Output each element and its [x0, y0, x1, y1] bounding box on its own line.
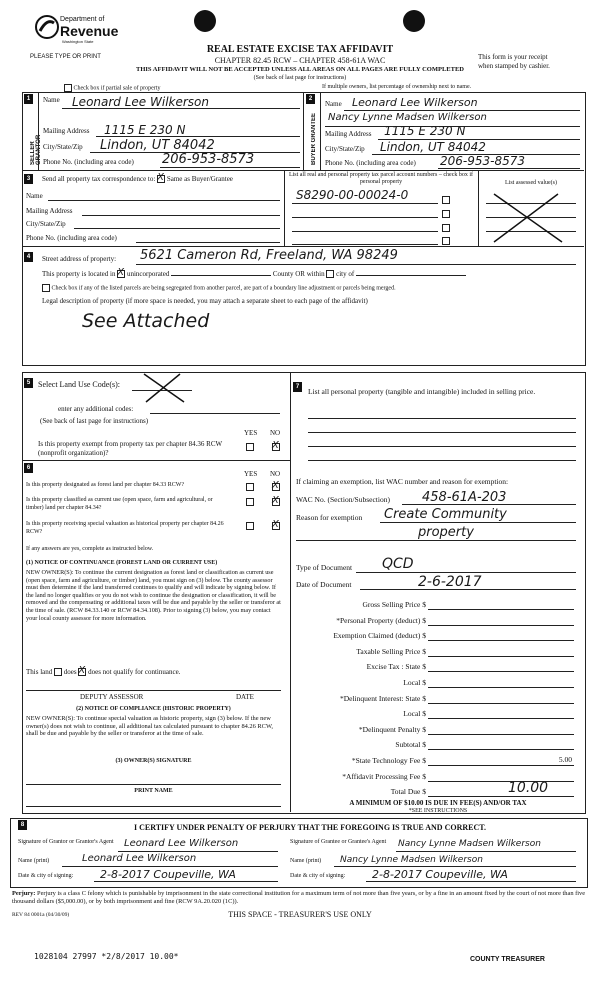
grantee-sig-label: Signature of Grantee or Grantee's Agent [290, 839, 387, 845]
grantee-name-print-label: Name (print) [290, 858, 322, 864]
land-use-yes: YES [244, 429, 258, 437]
forest-yes-checkbox[interactable] [246, 483, 254, 491]
does-label: does [63, 668, 77, 676]
does-not-checkbox[interactable]: X [78, 665, 86, 677]
fee-label: Local $ [403, 709, 426, 719]
fee-row [296, 723, 580, 737]
grantor-signature[interactable]: Leonard Lee Wilkerson [124, 838, 239, 849]
reason-line2[interactable]: property [418, 525, 474, 540]
if-yes-note: If any answers are yes, complete as instructed below. [26, 546, 154, 552]
grantor-date-city[interactable]: 2-8-2017 Coupeville, WA [100, 868, 236, 881]
land-use-no: NO [270, 429, 281, 437]
seller-city-label: City/State/Zip [43, 143, 83, 151]
section-number: 8 [18, 820, 27, 830]
grantee-date-city[interactable]: 2-8-2017 Coupeville, WA [372, 868, 508, 881]
section-number: 4 [24, 252, 33, 262]
doc-date[interactable]: 2-6-2017 [418, 574, 482, 590]
historic-yes-checkbox[interactable] [246, 522, 254, 530]
doc-type[interactable]: QCD [382, 556, 414, 572]
corr-phone-label: Phone No. (including area code) [26, 234, 117, 242]
county-treasurer-label: COUNTY TREASURER [470, 956, 545, 963]
additional-codes-label: enter any additional codes: [58, 405, 134, 413]
does-checkbox[interactable] [54, 668, 62, 676]
buyer-name-label: Name [325, 100, 342, 108]
buyer-name-1[interactable]: Leonard Lee Wilkerson [352, 96, 478, 109]
exempt-question: Is this property exempt from property tax per chapter 84.36 RCW (nonprofit organization)? [38, 440, 222, 457]
multiple-owners-note: If multiple owners, list percentage of ownership next to name. [322, 84, 472, 90]
current-use-question: Is this property classified as current use (open space, farm and agricultural, or timber) land per chapter 84.34? [26, 497, 213, 511]
land-use-see-back: (See back of last page for instructions) [40, 417, 149, 425]
current-use-no-checkbox[interactable]: X [272, 495, 279, 506]
corr-name-label: Name [26, 192, 43, 200]
perjury-text: Perjury is a class C felony which is punishable by imprisonment in the state correctional institution for a maximum term of not more than five years, or by a fine in an amount fixed by the court of not more than five thousand dollars ($5,000.00), or by both imprisonment and fine (RCW 9A.20.020 (1C)). [12, 890, 586, 905]
form-see-back: (See back of last page for instructions) [253, 75, 347, 81]
fee-row [296, 692, 580, 706]
notice-compliance-title: (2) NOTICE OF COMPLIANCE (HISTORIC PROPERTY) [76, 706, 231, 712]
fee-row [296, 629, 580, 643]
deputy-assessor-label: DEPUTY ASSESSOR [80, 693, 144, 701]
parcel-personal-checkbox[interactable] [442, 224, 450, 232]
form-subtitle: CHAPTER 82.45 RCW – CHAPTER 458-61A WAC [214, 56, 386, 65]
personal-property-label: List all personal property (tangible and intangible) included in selling price. [308, 387, 536, 396]
doc-type-label: Type of Document [296, 563, 353, 572]
this-land-label: This land [26, 668, 53, 676]
segregated-row [42, 284, 396, 292]
buyer-city[interactable]: Lindon, UT 84042 [380, 140, 486, 154]
parcel-number[interactable]: S8290-00-00024-0 [296, 188, 409, 202]
located-label: This property is located in [42, 270, 116, 278]
forest-no-checkbox[interactable]: X [272, 480, 279, 491]
county-or-within: County OR within [272, 270, 325, 278]
agency-line1: Department of [60, 16, 105, 23]
grantee-signature[interactable]: Nancy Lynne Madsen Wilkerson [398, 839, 541, 849]
seller-mailing-label: Mailing Address [43, 127, 90, 135]
current-use-yes-checkbox[interactable] [246, 498, 254, 506]
fee-label: *Personal Property (deduct) $ [336, 615, 426, 625]
notice-continuance-body: NEW OWNER(S): To continue the current designation as forest land or classification as current use (open space, farm and agriculture, or timber) land, you must sign on (3) below. The county assessor must then determine if the land transferred continues to qualify and will indicate by signing below. If the land no longer qualifies or you do not wish to continue the designation or classification, it will be removed and the compensating or additional taxes will be due and payable by the seller or transferor at the time of sale. (RCW 84.33.140 or RCW 84.34.108). Prior to signing (3) below, you may contact your local county assessor for more information. [26, 569, 281, 622]
same-as-buyer-checkbox[interactable]: X [157, 172, 164, 184]
dor-logo [34, 14, 124, 54]
seller-name[interactable]: Leonard Lee Wilkerson [72, 95, 209, 109]
fee-label: *Affidavit Processing Fee $ [342, 771, 426, 781]
section-number: 7 [293, 382, 302, 392]
buyer-side-label: BUYER GRANTEE [311, 112, 317, 165]
perjury-statement [12, 890, 586, 906]
historic-no-checkbox[interactable]: X [272, 519, 279, 530]
dor-logo-mark [34, 14, 60, 40]
parcel-personal-checkbox[interactable] [442, 237, 450, 245]
qualify-label: qualify for continuance. [113, 668, 181, 676]
fee-label: *Delinquent Penalty $ [358, 724, 426, 734]
fee-row [296, 754, 580, 768]
forest-question: Is this property designated as forest land per chapter 84.33 RCW? [26, 482, 185, 488]
buyer-city-label: City/State/Zip [325, 145, 365, 153]
exempt-yes-checkbox[interactable] [246, 443, 254, 451]
fee-label: Taxable Selling Price $ [356, 646, 426, 656]
seller-mailing[interactable]: 1115 E 230 N [104, 123, 186, 137]
city-checkbox[interactable] [326, 270, 334, 278]
unincorporated-checkbox[interactable]: X [117, 267, 125, 279]
fee-label: *Delinquent Interest: State $ [339, 693, 426, 703]
buyer-mailing[interactable]: 1115 E 230 N [384, 124, 466, 138]
legal-label: Legal description of property (if more space is needed, you may attach a separate sheet to each page of the affidavit) [42, 297, 368, 305]
buyer-mailing-label: Mailing Address [325, 130, 372, 138]
segregated-note: Check box if any of the listed parcels are being segregated from another parcel, are part of a boundary line adjustment or parcels being merged. [51, 285, 396, 292]
corr-mailing-label: Mailing Address [26, 207, 73, 215]
cashier-stamp: 1028104 27997 *2/8/2017 10.00* [34, 952, 179, 961]
receipt-note-1: This form is your receipt [478, 53, 548, 61]
parcel-personal-checkbox[interactable] [442, 210, 450, 218]
notice-compliance-body: NEW OWNER(S): To continue special valuation as historic property, sign (3) below. If the new owner(s) does not wish to continue, all additional tax calculated pursuant to chapter 84.26 RCW, shall be due and payable by the seller or transferor at the time of sale. [26, 715, 273, 738]
seller-city[interactable]: Lindon, UT 84042 [100, 138, 215, 153]
fee-value[interactable]: 5.00 [558, 755, 572, 764]
land-qualify-row [26, 665, 181, 677]
grantor-date-city-label: Date & city of signing: [18, 873, 74, 879]
s6-yes: YES [244, 470, 258, 478]
deputy-date-label: DATE [236, 693, 254, 701]
correspondence-label: Send all property tax correspondence to: [42, 175, 156, 183]
same-as-buyer-label: Same as Buyer/Grantee [166, 175, 233, 183]
print-name-label: PRINT NAME [134, 788, 173, 794]
parcel-personal-checkbox[interactable] [442, 196, 450, 204]
grantee-date-city-label: Date & city of signing: [290, 873, 346, 879]
seller-phone-label: Phone No. (including area code) [43, 158, 134, 166]
agency-line3: Washington State [62, 39, 94, 44]
section-number: 3 [24, 174, 33, 184]
receipt-note-2: when stamped by cashier. [478, 62, 550, 70]
treasurer-space-label: THIS SPACE - TREASURER'S USE ONLY [228, 910, 372, 919]
owner-signature-label: (3) OWNER(S) SIGNATURE [115, 758, 192, 764]
strike-mark [488, 190, 568, 246]
exempt-no-checkbox[interactable]: X [272, 440, 279, 451]
notice-continuance-title: (1) NOTICE OF CONTINUANCE (FOREST LAND OR CURRENT USE) [26, 560, 218, 566]
street-address[interactable]: 5621 Cameron Rd, Freeland, WA 98249 [140, 248, 398, 263]
fee-row [296, 676, 580, 690]
fee-label: Subtotal $ [395, 740, 426, 750]
location-row [42, 267, 466, 279]
partial-sale-row [64, 84, 160, 92]
doc-date-label: Date of Document [296, 580, 352, 589]
fee-row [296, 614, 580, 628]
form-title: REAL ESTATE EXCISE TAX AFFIDAVIT [206, 44, 394, 55]
agency-line2: Revenue [60, 23, 119, 39]
historic-question: Is this property receiving special valuation as historical property per chapter 84.26 RCW? [26, 521, 224, 535]
punch-hole [403, 10, 425, 32]
s6-no: NO [270, 470, 281, 478]
seller-side-label: SELLER GRANTOR [30, 134, 42, 165]
seller-phone[interactable]: 206-953-8573 [162, 152, 255, 167]
land-use-strike [140, 372, 188, 404]
city-of-label: city of [336, 270, 355, 278]
assessed-header: List assessed value(s) [505, 180, 557, 186]
wac-label: WAC No. (Section/Subsection) [296, 495, 390, 504]
punch-hole [194, 10, 216, 32]
reason-line1[interactable]: Create Community [384, 507, 507, 522]
form-revision: REV 84 0001a (04/30/09) [12, 912, 70, 918]
street-label: Street address of property: [42, 255, 117, 263]
buyer-phone[interactable]: 206-953-8573 [440, 154, 526, 168]
fee-label: Exemption Claimed (deduct) $ [333, 631, 426, 641]
certify-statement: I CERTIFY UNDER PENALTY OF PERJURY THAT THE FOREGOING IS TRUE AND CORRECT. [133, 823, 486, 832]
buyer-name-2[interactable]: Nancy Lynne Madsen Wilkerson [328, 112, 487, 123]
exemption-claim-label: If claiming an exemption, list WAC number and reason for exemption: [296, 477, 509, 486]
segregated-checkbox[interactable] [42, 284, 50, 292]
reason-label: Reason for exemption [296, 513, 363, 522]
fee-label: Excise Tax : State $ [366, 662, 426, 672]
fee-label: Gross Selling Price $ [362, 600, 426, 609]
fee-row [296, 645, 580, 659]
section-number: 5 [24, 378, 33, 388]
seller-name-label: Name [43, 96, 60, 104]
fee-row [296, 598, 580, 612]
grantor-name-print[interactable]: Leonard Lee Wilkerson [82, 853, 197, 864]
legal-description[interactable]: See Attached [82, 310, 210, 332]
fee-label: Local $ [403, 678, 426, 687]
grantee-name-print[interactable]: Nancy Lynne Madsen Wilkerson [340, 855, 483, 865]
fee-row [296, 660, 580, 674]
land-use-label: Select Land Use Code(s): [38, 380, 120, 389]
section-number: 6 [24, 463, 33, 473]
unincorporated-label: unincorporated [126, 270, 170, 278]
buyer-phone-label: Phone No. (including area code) [325, 159, 416, 167]
corr-city-label: City/State/Zip [26, 220, 66, 228]
section-number: 2 [306, 94, 315, 104]
fee-value[interactable]: 10.00 [508, 780, 549, 797]
fee-row [296, 780, 580, 799]
partial-sale-checkbox[interactable] [64, 84, 72, 92]
grantor-name-print-label: Name (print) [18, 858, 50, 864]
fee-row [296, 707, 580, 721]
type-or-print: PLEASE TYPE OR PRINT [30, 54, 101, 60]
grantor-sig-label: Signature of Grantor or Grantor's Agent [18, 839, 114, 845]
partial-sale-label: Check box if partial sale of property [73, 85, 161, 92]
fee-label: Total Due $ [390, 787, 426, 797]
form-warning: THIS AFFIDAVIT WILL NOT BE ACCEPTED UNLESS ALL AREAS ON ALL PAGES ARE FULLY COMPLETED [136, 66, 464, 73]
fees-minimum-note: A MINIMUM OF $10.00 IS DUE IN FEE(S) AND/OR TAX [349, 799, 527, 807]
correspondence-row [42, 172, 233, 184]
wac-value[interactable]: 458-61A-203 [422, 490, 507, 505]
parcel-header: List all real and personal property tax parcel account numbers – check box if personal property [288, 172, 474, 185]
section-number: 1 [24, 94, 33, 104]
perjury-label: Perjury: [12, 890, 36, 897]
fee-row [296, 738, 580, 752]
fee-label: *State Technology Fee $ [351, 756, 426, 765]
does-not-label: does not [88, 668, 112, 676]
fees-instructions-note: *SEE INSTRUCTIONS [408, 808, 468, 814]
